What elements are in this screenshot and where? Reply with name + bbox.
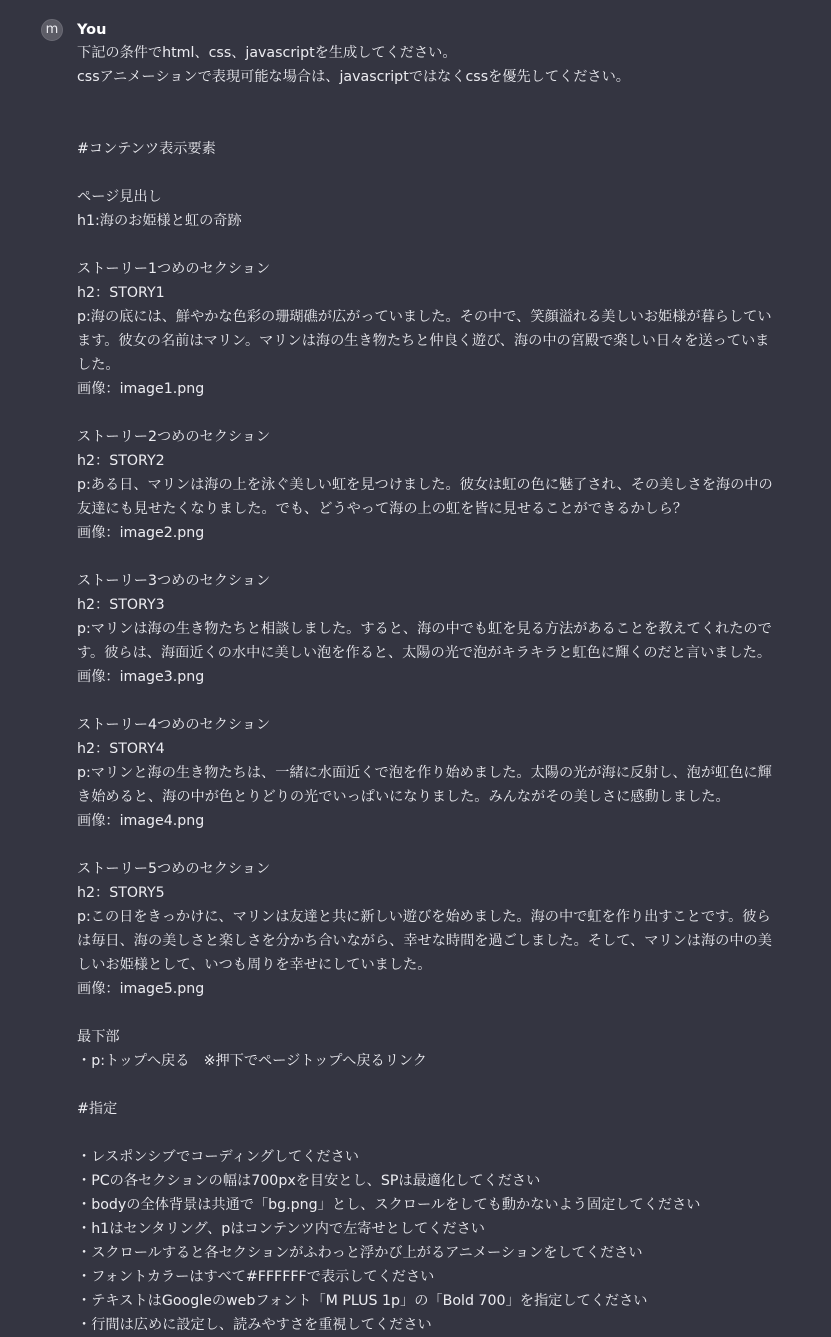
page-heading-h1: h1:海のお姫様と虹の奇跡 [77,213,242,229]
page-heading-label: ページ見出し [77,189,162,205]
message-author: You [77,22,107,38]
footer-label: 最下部 [77,1029,120,1045]
section-paragraph: p:ある日、マリンは海の上を泳ぐ美しい虹を見つけました。彼女は虹の色に魅了され、その美しさを海の中の友達にも見せたくなりました。でも、どうやって海の上の虹を皆に見せることができるかしら？ [77,477,773,517]
spec-item: ・フォントカラーはすべて#FFFFFFで表示してください [77,1269,435,1285]
spec-item: ・bodyの全体背景は共通で「bg.png」とし、スクロールをしても動かないよう固定してください [77,1197,701,1213]
section-label: ストーリー3つめのセクション [77,573,271,589]
intro-line: 下記の条件でhtml、css、javascriptを生成してください。 [77,45,457,61]
section-paragraph: p:海の底には、鮮やかな色彩の珊瑚礁が広がっていました。その中で、笑顔溢れる美しいお姫様が暮らしています。彼女の名前はマリン。マリンは海の生き物たちと仲良く遊び、海の中の宮殿で楽しい日々を送っていました。 [77,309,772,373]
spec-item: ・PCの各セクションの幅は700pxを目安とし、SPは最適化してください [77,1173,541,1189]
spec-heading: #指定 [77,1101,118,1117]
section-image: 画像：image4.png [77,813,205,829]
intro-line: cssアニメーションで表現可能な場合は、javascriptではなくcssを優先してください。 [77,69,630,85]
spec-item: ・テキストはGoogleのwebフォント「M PLUS 1p」の「Bold 700」を指定してください [77,1293,648,1309]
section-h2: h2：STORY4 [77,741,165,757]
section-paragraph: p:この日をきっかけに、マリンは友達と共に新しい遊びを始めました。海の中で虹を作り出すことです。彼らは毎日、海の美しさと楽しさを分かち合いながら、幸せな時間を過ごしました。そして、マリンは海の中の美しいお姫様として、いつも周りを幸せにしていました。 [77,909,772,973]
section-h2: h2：STORY2 [77,453,165,469]
spec-item: ・行間は広めに設定し、読みやすさを重視してください [77,1317,432,1333]
footer-item: ・p:トップへ戻る ※押下でページトップへ戻るリンク [77,1053,427,1069]
section-image: 画像：image1.png [77,381,205,397]
section-label: ストーリー2つめのセクション [77,429,271,445]
spec-item: ・スクロールすると各セクションがふわっと浮かび上がるアニメーションをしてください [77,1245,643,1261]
section-image: 画像：image2.png [77,525,205,541]
section-h2: h2：STORY3 [77,597,165,613]
section-paragraph: p:マリンと海の生き物たちは、一緒に水面近くで泡を作り始めました。太陽の光が海に反射し、泡が虹色に輝き始めると、海の中が色とりどりの光でいっぱいになりました。みんながその美しさに感動しました。 [77,765,772,805]
user-avatar: m [41,19,63,41]
section-label: ストーリー1つめのセクション [77,261,271,277]
message-content [77,41,777,1337]
spec-item: ・h1はセンタリング、pはコンテンツ内で左寄せとしてください [77,1221,485,1237]
section-paragraph: p:マリンは海の生き物たちと相談しました。すると、海の中でも虹を見る方法があることを教えてくれたのです。彼らは、海面近くの水中に美しい泡を作ると、太陽の光で泡がキラキラと虹色に輝くのだと言いました。 [77,621,772,661]
section-image: 画像：image3.png [77,669,205,685]
section-h2: h2：STORY5 [77,885,165,901]
spec-item: ・レスポンシブでコーディングしてください [77,1149,359,1165]
section-label: ストーリー5つめのセクション [77,861,271,877]
section-h2: h2：STORY1 [77,285,165,301]
contents-heading: #コンテンツ表示要素 [77,141,216,157]
section-label: ストーリー4つめのセクション [77,717,271,733]
section-image: 画像：image5.png [77,981,205,997]
